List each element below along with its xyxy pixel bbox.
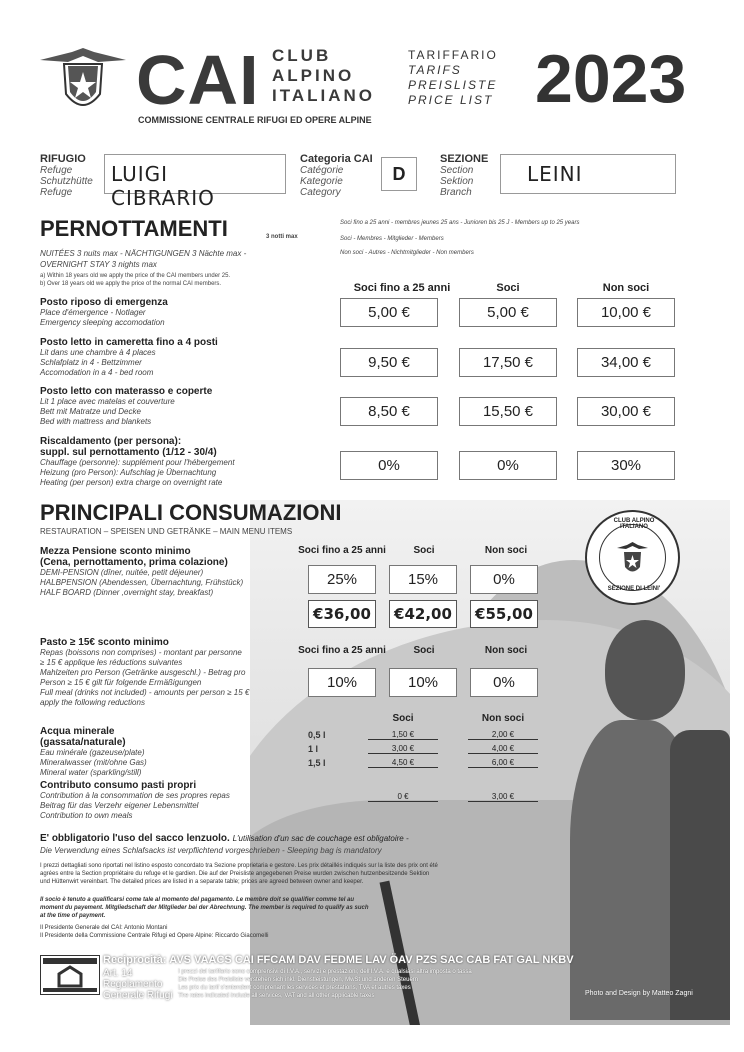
legend-line: Non soci - Autres - Nichtmitglieder - Non members [340, 250, 474, 256]
row-acqua: Acqua minerale (gassata/naturale) Eau minérale (gazeuse/plate) Mineralwasser (mit/ohne Gas) Mineral water (sparkling/still) [40, 726, 147, 777]
sezione-stamp [585, 510, 680, 605]
col-header-soci: Soci [496, 282, 520, 294]
percent-box: 30% [577, 451, 675, 480]
tax-notes: I prezzi del tariffario sono comprensivi di I.V.A., servizi e prestazioni; dell'I.V.A. e qualsiasi altra imposta o tassa Die Preise des Preisliste verstehen sich inkl. Dienstleistungen, MwSt und anderen Steuern Les prix du tarif s'entendent comprenant les services et prestations, TVA et autres taxes The rates indicated include all services, VAT and all other applicable taxes [178, 969, 472, 999]
age-note: a) Within 18 years old we apply the price of the CAI members under 25. [40, 273, 231, 279]
water-price: 1,50 € [368, 730, 438, 740]
legend-line: Soci fino a 25 anni - membres jeunes 25 ans - Junioren bis 25 J - Members up to 25 years [340, 220, 580, 226]
cai-eagle-emblem-icon [38, 46, 128, 118]
photo-credit: Photo and Design by Matteo Zagni [585, 990, 693, 997]
regolamento-text: Art. 14 Regolamento Generale Rifugi [103, 968, 173, 1001]
rifugi-logo-icon [40, 955, 100, 995]
pernottamenti-subtitle: NUITÉES 3 nuits max - NÄCHTIGUNGEN 3 Nächte max - [40, 249, 247, 258]
col-header-soci: Soci [413, 645, 435, 656]
age-note: b) Over 18 years old we apply the price of the normal CAI members. [40, 281, 222, 287]
legal-prices-note: I prezzi dettagliati sono riportati nel listino esposto concordato tra Sezione proprietaria e gestore. Les prix détaillés indiqués sur la liste des prix ont été agrées entre la Section propriétaire du refuge et le gardien. Die auf der Preisliste angegebenen Preise wurden zwischen hutzenbesitzende Sektion und Hüttenwirt vereinbart. The detailed prices are listed in a separate table; prices are agreed between owner and keeper. [40, 863, 438, 885]
handwritten-price: €55,00 [470, 600, 538, 628]
row-pasto: Pasto ≥ 15€ sconto minimo Repas (boissons non comprises) - montant par personne ≥ 15 € applique les réductions suivantes Mahlzeiten pro Person (Getränke ausgeschl.) - Betrag pro Person ≥ 15 € gilt für folgende Ermäßigungen Full meal (drinks not included) - amounts per person ≥ 15 € apply the following reductions [40, 637, 250, 707]
col-header-soci: Soci [413, 545, 435, 556]
col-header-non-soci: Non soci [484, 545, 528, 556]
price-box: 5,00 € [459, 298, 557, 327]
price-box: 10,00 € [577, 298, 675, 327]
price-box: 8,50 € [340, 397, 438, 426]
water-size: 0,5 l [308, 730, 326, 740]
contributo-price: 3,00 € [468, 792, 538, 802]
tariff-titles: TARIFFARIO TARIFS PREISLISTE PRICE LIST [408, 48, 498, 107]
water-price: 4,50 € [368, 758, 438, 768]
sezione-field: LEINI [500, 154, 676, 194]
row-emergenza: Posto riposo di emergenza Place d'émergence - Notlager Emergency sleeping accomodation [40, 297, 168, 327]
water-price: 6,00 € [468, 758, 538, 768]
percent-box: 10% [308, 668, 376, 697]
pernottamenti-title: PERNOTTAMENTI [40, 216, 228, 241]
col-header-youth: Soci fino a 25 anni [353, 282, 451, 294]
col-header-youth: Soci fino a 25 anni [298, 545, 386, 556]
sacco-note: E' obbligatorio l'uso del sacco lenzuolo. L'utilisation d'un sac de couchage est obligatoire - [40, 833, 409, 844]
rifugio-label: RIFUGIO Refuge Schutzhütte Refuge [40, 153, 93, 198]
legend-line: Soci - Membres - Mitglieder - Members [340, 236, 444, 242]
percent-box: 25% [308, 565, 376, 594]
row-cameretta: Posto letto in cameretta fino a 4 posti Lit dans une chambre à 4 places Schlafplatz in 4 - Bettzimmer Accomodation in a 4 - bed room [40, 337, 218, 377]
col-header-soci: Soci [392, 713, 414, 724]
commission-president-note: Il Presidente della Commissione Centrale Rifugi ed Opere Alpine: Riccardo Giacomelli [40, 933, 269, 939]
handwritten-price: €36,00 [308, 600, 376, 628]
percent-box: 0% [459, 451, 557, 480]
row-contributo: Contributo consumo pasti propri Contribution à la consommation de ses propres repas Beitrag für das Verzehr eigener Lebensmittel Contribution to own meals [40, 780, 230, 820]
cai-logo-text: CAI [136, 41, 260, 119]
col-header-non-soci: Non soci [484, 645, 528, 656]
row-riscaldamento: Riscaldamento (per persona): suppl. sul pernottamento (1/12 - 30/4) Chauffage (personne): supplément pour l'hébergement Heizung (pro Person): Aufschlag je Übernachtung Heating (per person) extra charge on overnight rate [40, 436, 235, 487]
pernottamenti-subtitle: OVERNIGHT STAY 3 nights max [40, 260, 157, 269]
sezione-label: SEZIONE Section Sektion Branch [440, 153, 489, 198]
pernottamenti-note: 3 notti max [266, 234, 298, 240]
sacco-note-line2: Die Verwendung eines Schlafsacks ist verpflichtend vorgeschrieben - Sleeping bag is mandatory [40, 846, 382, 855]
rifugio-field: LUIGI CIBRARIO [104, 154, 286, 194]
categoria-field: D [381, 157, 417, 191]
water-size: 1 l [308, 744, 319, 754]
categoria-label: Categoria CAI Catégorie Kategorie Category [300, 153, 373, 198]
percent-box: 0% [470, 668, 538, 697]
price-box: 9,50 € [340, 348, 438, 377]
water-size: 1,5 l [308, 758, 326, 768]
price-box: 15,50 € [459, 397, 557, 426]
price-box: 30,00 € [577, 397, 675, 426]
reciprocita-text: Reciprocità: AVS VAACS CAI FFCAM DAV FEDME LAV ÖAV PZS SAC CAB FAT GAL NKBV [103, 954, 574, 966]
year-title: 2023 [535, 41, 687, 117]
stamp-top-text: CLUB ALPINO ITALIANO [613, 518, 655, 530]
price-box: 34,00 € [577, 348, 675, 377]
legal-member-note: Il socio è tenuto a qualificarsi come tale al momento del pagamento. Le membre doit se qualifier comme tel au moment du payement. Mitgliedschaft der Mitglieder bei der Abrechnung. The member is required to qualify as such at the time of payment. [40, 897, 369, 919]
price-box: 5,00 € [340, 298, 438, 327]
water-price: 2,00 € [468, 730, 538, 740]
contributo-price: 0 € [368, 792, 438, 802]
col-header-non-soci: Non soci [602, 282, 650, 294]
percent-box: 10% [389, 668, 457, 697]
club-alpino-italiano: CLUB ALPINO ITALIANO [272, 46, 376, 105]
price-box: 17,50 € [459, 348, 557, 377]
col-header-youth: Soci fino a 25 anni [298, 645, 386, 656]
water-price: 3,00 € [368, 744, 438, 754]
handwritten-price: €42,00 [389, 600, 457, 628]
percent-box: 15% [389, 565, 457, 594]
row-materasso: Posto letto con materasso e coperte Lit 1 place avec matelas et couverture Bett mit Matratze und Decke Bed with mattress and blankets [40, 386, 213, 426]
water-price: 4,00 € [468, 744, 538, 754]
percent-box: 0% [340, 451, 438, 480]
col-header-non-soci: Non soci [481, 713, 525, 724]
stamp-bottom-text: SEZIONE DI LEINI' [607, 586, 661, 592]
president-note: Il Presidente Generale del CAI: Antonio Montani [40, 925, 168, 931]
percent-box: 0% [470, 565, 538, 594]
consumazioni-subtitle: RESTAURATION – SPEISEN UND GETRÄNKE – MAIN MENU ITEMS [40, 527, 293, 536]
row-mezza-pensione: Mezza Pensione sconto minimo (Cena, pernottamento, prima colazione) DEMI-PENSION (dîner, nuitée, petit déjeuner) HALBPENSION (Abendessen, Übernachtung, Frühstück) HALF BOARD (Dinner ,overnight stay, breakfast) [40, 546, 244, 597]
commissione-text: COMMISSIONE CENTRALE RIFUGI ED OPERE ALPINE [138, 115, 372, 125]
consumazioni-title: PRINCIPALI CONSUMAZIONI [40, 500, 342, 525]
